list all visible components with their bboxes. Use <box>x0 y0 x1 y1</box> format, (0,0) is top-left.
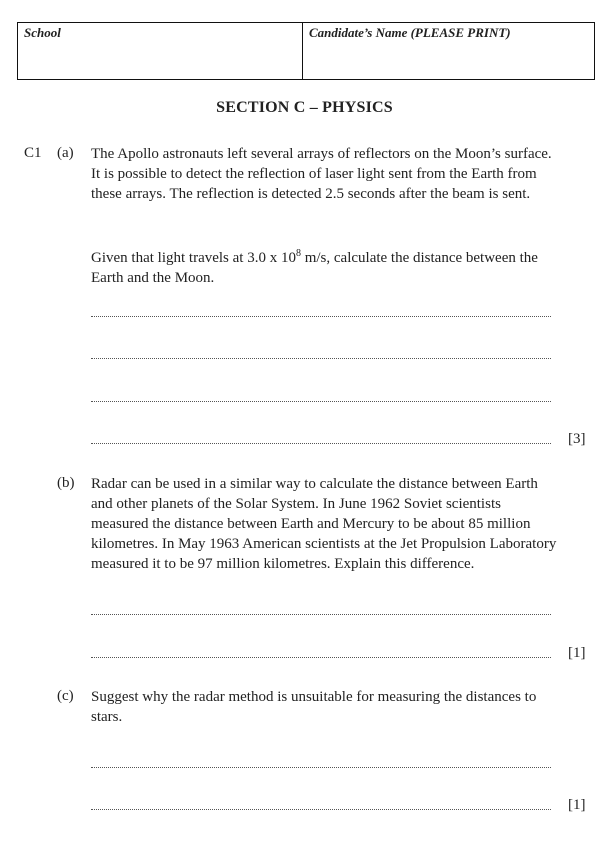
answer-line-a-3[interactable] <box>91 401 551 402</box>
answer-line-a-2[interactable] <box>91 358 551 359</box>
section-title: SECTION C – PHYSICS <box>216 99 393 116</box>
marks-b: [1] <box>568 645 586 661</box>
header-table <box>17 22 595 80</box>
part-a-text: The Apollo astronauts left several arrays of reflectors on the Moon’s surface. It is possible to detect the reflection of laser light sent from the Earth from these arrays. The reflection is detected 2.5 seconds after the beam is sent. <box>91 146 552 202</box>
candidate-name-field[interactable] <box>303 23 594 79</box>
part-a-label: (a) <box>57 145 74 161</box>
answer-line-a-1[interactable] <box>91 316 551 317</box>
part-a-given-text <box>91 244 561 288</box>
school-field[interactable] <box>18 23 303 79</box>
answer-line-b-2[interactable] <box>91 657 551 658</box>
part-c-text: Suggest why the radar method is unsuitable for measuring the distances to stars. <box>91 689 537 725</box>
answer-line-b-1[interactable] <box>91 614 551 615</box>
marks-a: [3] <box>568 431 586 447</box>
candidate-name-label: Candidate’s Name (PLEASE PRINT) <box>309 25 511 40</box>
school-label: School <box>24 25 61 40</box>
part-b-text: Radar can be used in a similar way to calculate the distance between Earth and other planets of the Solar System. In June 1962 Soviet scientists measured the distance between Earth and Mercury to be about 85 million kilometres. In May 1963 American scientists at the Jet Propulsion Laboratory measured it to be 97 million kilometres. Explain this difference. <box>91 476 557 572</box>
part-b-label: (b) <box>57 475 75 491</box>
part-a-given-after: m/s, calculate the distance between the Earth and the Moon. <box>91 250 538 286</box>
answer-line-c-1[interactable] <box>91 767 551 768</box>
marks-c: [1] <box>568 797 586 813</box>
part-c-label: (c) <box>57 688 74 704</box>
question-number: C1 <box>24 145 42 161</box>
answer-line-a-4[interactable] <box>91 443 551 444</box>
part-a-given-exponent: 8 <box>295 248 301 259</box>
part-a-given-before: Given that light travels at 3.0 x 10 <box>91 250 296 266</box>
answer-line-c-2[interactable] <box>91 809 551 810</box>
